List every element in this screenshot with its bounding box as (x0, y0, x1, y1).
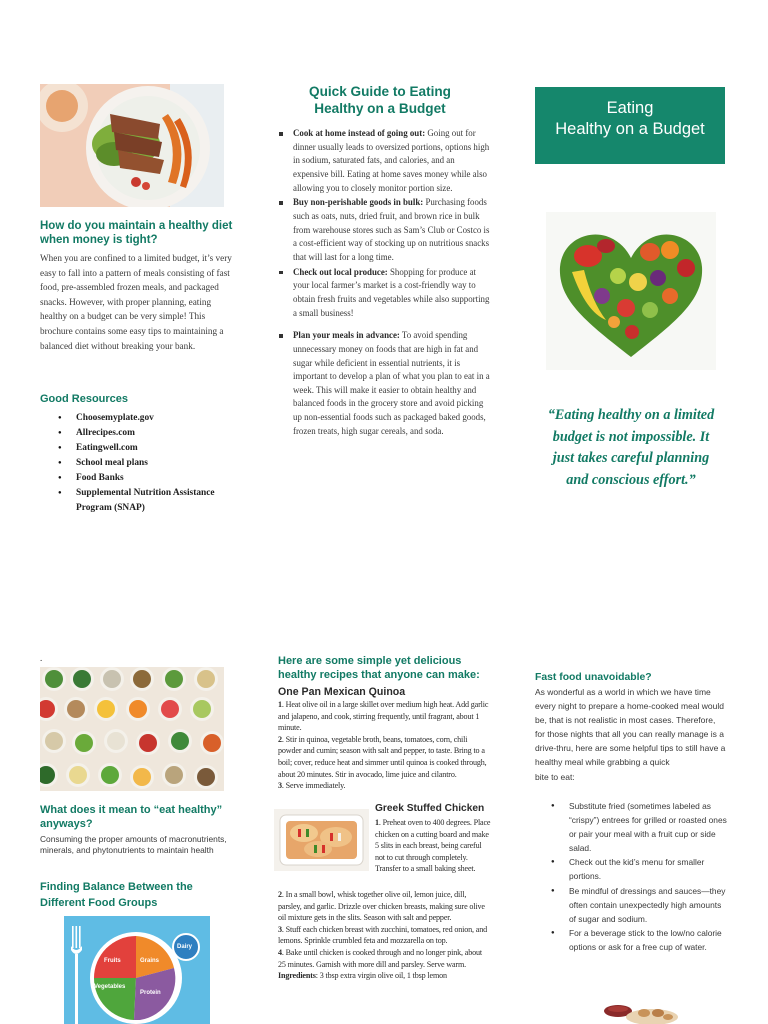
eat-healthy-text: Consuming the proper amounts of macronutrients, minerals, and phytonutrients to maintain health (40, 834, 227, 856)
resources-heading: Good Resources (40, 393, 129, 405)
resource-item: ● Allrecipes.com (40, 426, 240, 441)
cover-title-line2: Healthy on a Budget (555, 120, 705, 138)
recipe1-title: One Pan Mexican Quinoa (278, 686, 406, 698)
resource-item: ● Eatingwell.com (40, 441, 240, 456)
fruit-heart-photo (546, 212, 716, 370)
recipes-intro: Here are some simple yet delicious healthy recipes that anyone can make: (278, 655, 480, 681)
tip-item: Buy non-perishable goods in bulk: Purchasing foods such as oats, nuts, dried fruit, and brown rice in bulk from warehouse stores such as Sam’s Club or Costco is a cost-efficient way of stocking up on nutritious snacks that will last for a long time. (276, 196, 491, 264)
balance-heading: Finding Balance Between the Different Food Groups (40, 881, 193, 909)
fast-food-tips-list (535, 799, 727, 954)
recipe-step: 4. Bake until chicken is cooked through and no longer pink, about 25 minutes. Garnish with more dill and parsley. Serve warm. (278, 947, 483, 969)
recipe-step: 3. Stuff each chicken breast with zucchini, tomatoes, red onion, and lemons. Sprinkle crumbled feta and mozzarella on top. (278, 924, 488, 946)
recipe-step: 2. In a small bowl, whisk together olive oil, lemon juice, dill, parsley, and garlic. Drizzle over chicken breasts, making sure olive oil mixture gets in the slits. Season with salt and pepper. (278, 890, 485, 923)
fast-food-tip: ● Be mindful of dressings and sauces—they often contain unexpectedly high amounts of sugar and sodium. (535, 884, 727, 926)
resource-item: ● Food Banks (40, 471, 240, 486)
resource-item: ● Supplemental Nutrition Assistance Program (SNAP) (40, 486, 240, 516)
plate-label-grains: Grains (140, 958, 160, 964)
quote-text: “Eating healthy on a limited budget is not impossible. It just takes careful planning and conscious effort.” (547, 407, 715, 489)
plate-label-dairy: Dairy (177, 944, 193, 950)
cover-title-banner (535, 87, 725, 164)
plate-label-vegetables: Vegetables (94, 984, 126, 990)
recipe2-title: Greek Stuffed Chicken (375, 803, 485, 814)
resources-list (40, 411, 240, 516)
recipe1-steps (278, 699, 491, 792)
eat-healthy-heading: What does it mean to “eat healthy” anyways? (40, 804, 223, 830)
fast-food-tip: ● Substitute fried (sometimes labeled as “crispy”) entrees for grilled or roasted ones or pair your meal with a fruit cup or side salad. (535, 799, 727, 855)
stray-marker: . (40, 653, 43, 663)
fast-food-text: As wonderful as a world in which we have time every night to prepare a home-cooked meal would be, that is not realistic in most cases. Therefore, for those nights that all you can really manage is a drive-thru, here are some helpful tips to still have a healthy meal while grabbing a quick bite to eat: (535, 687, 726, 782)
tip-item: Check out local produce: Shopping for produce at your local farmer’s market is a cost-friendly way to obtain fresh fruits and vegetables while also supporting a small business! (276, 266, 491, 321)
resource-item: ● School meal plans (40, 456, 240, 471)
resource-item: ● Choosemyplate.gov (40, 411, 240, 426)
tip-item: Plan your meals in advance: To avoid spending unnecessary money on foods that are high in fat and sugar while deficient in essential nutrients, it is important to develop a plan of what you plan to eat in a week. This will make it easier to obtain healthy and balanced foods in the grocery store and avoid picking up non-essential foods such as packaged baked goods, frozen treats, high sugar cereals, and soda. (276, 329, 491, 438)
recipe-ingredients: Ingredients: 3 tbsp extra virgin olive oil, 1 tbsp lemon (278, 971, 447, 981)
tips-list (276, 127, 491, 439)
recipe-step: 2. Stir in quinoa, vegetable broth, beans, tomatoes, corn, chili powder and cumin; season with salt and pepper, to taste. Bring to a boil; cover, reduce heat and simmer until quinoa is cooked through, about 20 minutes. Stir in avocado, lime juice and cilantro. (278, 734, 487, 779)
dessert-photo (582, 997, 692, 1024)
col1-intro-text: When you are confined to a limited budget, it’s very easy to fall into a pattern of meals consisting of fast food, pre-assembled frozen meals, and packaged snacks. However, with proper planning, eating healthy on a budget can be very simple! This brochure contains some easy tips to maintaining a balanced diet without breaking your bank. (40, 253, 232, 351)
fast-food-heading: Fast food unavoidable? (535, 672, 652, 683)
col1-heading: How do you maintain a healthy diet when money is tight? (40, 220, 233, 246)
healthy-foods-bowls-photo (40, 667, 224, 791)
recipe2-step1: 1. Preheat oven to 400 degrees. Place chicken on a cutting board and make 5 slits in each breast, being careful not to cut through completely. Transfer to a small baking sheet. (375, 818, 491, 874)
plate-label-fruits: Fruits (104, 958, 121, 964)
plate-label-protein: Protein (140, 990, 161, 996)
myplate-graphic (64, 916, 210, 1024)
guide-title: Quick Guide to Eating Healthy on a Budget (309, 84, 451, 116)
recipe2-steps (278, 889, 491, 982)
fast-food-tip: ● For a beverage stick to the low/no calorie options or ask for a free cup of water. (535, 926, 727, 954)
fast-food-tip: ● Check out the kid’s menu for smaller portions. (535, 855, 727, 883)
salmon-salad-photo (40, 84, 224, 207)
recipe-step: 1. Heat olive oil in a large skillet over medium high heat. Add garlic and jalapeno, and cook, stirring frequently, until fragrant, about 1 minute. (278, 700, 489, 733)
stuffed-chicken-photo (274, 809, 369, 871)
cover-title-line1: Eating (606, 99, 654, 117)
tip-item: Cook at home instead of going out: Going out for dinner usually leads to oversized portions, options high in sodium, saturated fats, and calories, and an expensive bill. Eating at home saves money while also allowing you to closely monitor portion size. (276, 127, 491, 195)
recipe-step: 3. Serve immediately. (278, 781, 346, 791)
